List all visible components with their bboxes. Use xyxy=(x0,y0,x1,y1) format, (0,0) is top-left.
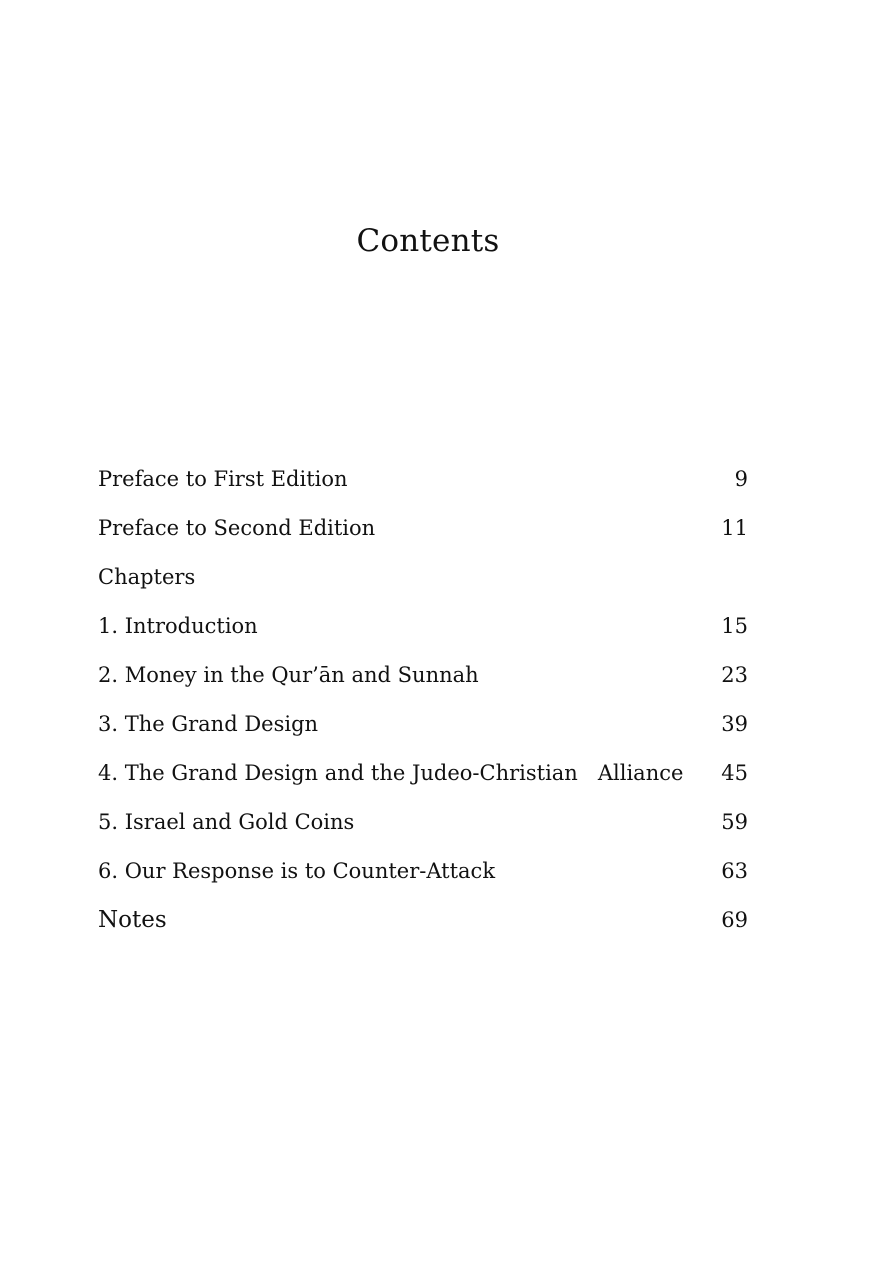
toc-entry-label: 3. The Grand Design xyxy=(98,712,319,736)
page-title: Contents xyxy=(356,223,500,259)
toc-entry-page-number: 63 xyxy=(721,859,748,883)
toc-entry-label: 6. Our Response is to Counter-Attack xyxy=(98,859,496,883)
toc-entry-chapter-5 xyxy=(98,805,748,854)
toc-entry-page-number: 45 xyxy=(721,761,748,785)
toc-entry-chapter-6 xyxy=(98,854,748,903)
toc-section-label: Chapters xyxy=(98,565,196,589)
toc-entry-page-number: 11 xyxy=(721,516,748,540)
toc-entry-chapter-3 xyxy=(98,707,748,756)
toc-entry-chapter-4 xyxy=(98,756,748,805)
toc-entry-label: 1. Introduction xyxy=(98,614,258,638)
table-of-contents xyxy=(98,462,748,952)
toc-entry-page-number: 69 xyxy=(721,908,748,932)
toc-entry-page-number: 23 xyxy=(721,663,748,687)
toc-entry-label: 5. Israel and Gold Coins xyxy=(98,810,355,834)
toc-section-heading-chapters xyxy=(98,560,748,609)
toc-entry-page-number: 9 xyxy=(734,467,748,491)
toc-entry-label: Notes xyxy=(98,907,167,933)
toc-entry-page-number: 15 xyxy=(721,614,748,638)
toc-entry-label: Preface to Second Edition xyxy=(98,516,376,540)
toc-entry-label: Preface to First Edition xyxy=(98,467,348,491)
toc-entry-chapter-1 xyxy=(98,609,748,658)
toc-entry-chapter-2 xyxy=(98,658,748,707)
toc-entry-label: 4. The Grand Design and the Judeo-Christian Alliance xyxy=(98,761,684,785)
toc-entry-label: 2. Money in the Qur’ān and Sunnah xyxy=(98,663,479,687)
toc-entry-page-number: 39 xyxy=(721,712,748,736)
toc-entry-preface-first-edition xyxy=(98,462,748,511)
toc-entry-preface-second-edition xyxy=(98,511,748,560)
toc-entry-page-number: 59 xyxy=(721,810,748,834)
toc-entry-notes xyxy=(98,903,748,952)
